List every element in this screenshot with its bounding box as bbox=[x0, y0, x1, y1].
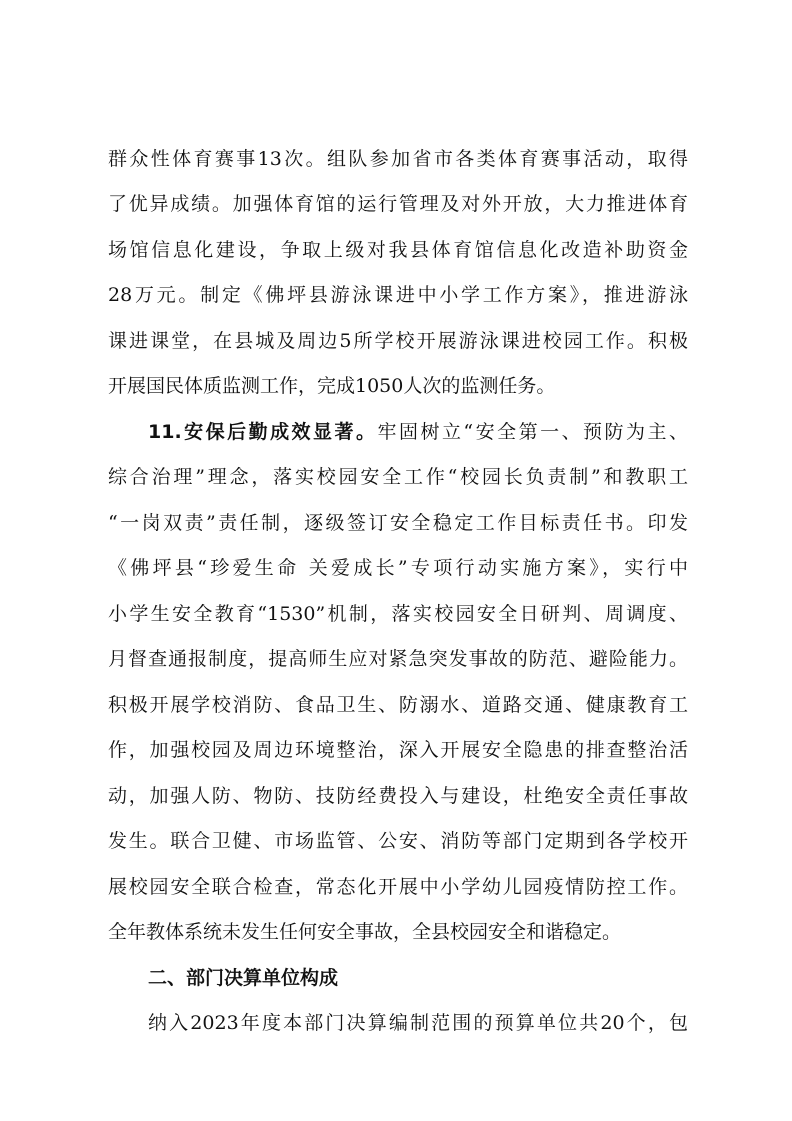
paragraph-line: 《佛坪县“珍爱生命 关爱成长”专项行动实施方案》，实行中 bbox=[108, 557, 688, 579]
paragraph-line: 全年教体系统未发生任何安全事故，全县校园安全和谐稳定。 bbox=[108, 921, 622, 943]
section-heading: 二、部门决算单位构成 bbox=[148, 967, 339, 989]
paragraph-line: 开展国民体质监测工作，完成1050人次的监测任务。 bbox=[108, 375, 556, 397]
paragraph-line: 小学生安全教育“1530”机制，落实校园安全日研判、周调度、 bbox=[108, 603, 688, 625]
paragraph-line: 综合治理”理念，落实校园安全工作“校园长负责制”和教职工 bbox=[108, 466, 688, 488]
paragraph-first-line: 纳入2023年度本部门决算编制范围的预算单位共20个，包 bbox=[148, 1012, 688, 1034]
paragraph-line: “一岗双责”责任制，逐级签订安全稳定工作目标责任书。印发 bbox=[108, 512, 688, 534]
paragraph-line: 发生。联合卫健、市场监管、公安、消防等部门定期到各学校开 bbox=[108, 830, 688, 852]
paragraph-line: 展校园安全联合检查，常态化开展中小学幼儿园疫情防控工作。 bbox=[108, 876, 688, 898]
paragraph-line: 动，加强人防、物防、技防经费投入与建设，杜绝安全责任事故 bbox=[108, 785, 688, 807]
paragraph-line: 28万元。制定《佛坪县游泳课进中小学工作方案》，推进游泳 bbox=[108, 284, 688, 306]
paragraph-line: 群众性体育赛事13次。组队参加省市各类体育赛事活动，取得 bbox=[108, 148, 688, 170]
item-heading: 11.安保后勤成效显著。 bbox=[148, 421, 378, 443]
paragraph-line: 了优异成绩。加强体育馆的运行管理及对外开放，大力推进体育 bbox=[108, 193, 688, 215]
paragraph-line: 课进课堂，在县城及周边5所学校开展游泳课进校园工作。积极 bbox=[108, 330, 688, 352]
item-text: 牢固树立“安全第一、预防为主、 bbox=[377, 421, 688, 443]
paragraph-line: 场馆信息化建设，争取上级对我县体育馆信息化改造补助资金 bbox=[108, 239, 688, 261]
paragraph-first-line bbox=[148, 419, 688, 445]
paragraph-line: 积极开展学校消防、食品卫生、防溺水、道路交通、健康教育工 bbox=[108, 694, 688, 716]
paragraph-line: 作，加强校园及周边环境整治，深入开展安全隐患的排查整治活 bbox=[108, 739, 688, 761]
paragraph-line: 月督查通报制度，提高师生应对紧急突发事故的防范、避险能力。 bbox=[108, 648, 688, 670]
